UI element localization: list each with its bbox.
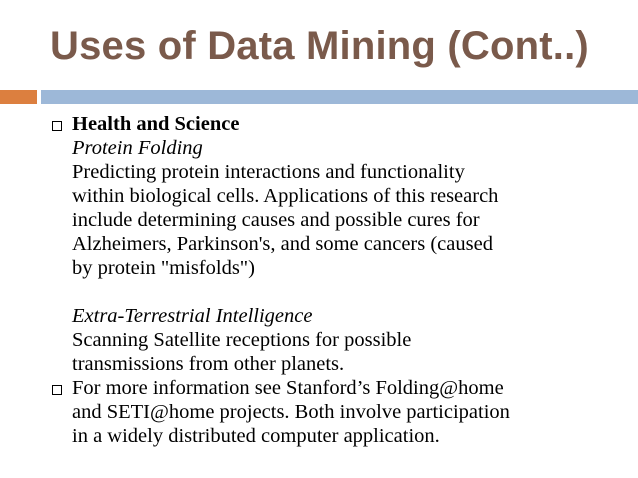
body-line: and SETI@home projects. Both involve participation bbox=[72, 401, 510, 423]
body-line: transmissions from other planets. bbox=[72, 353, 345, 375]
body-line: Alzheimers, Parkinson's, and some cancers (caused bbox=[72, 233, 493, 255]
title-underline-bar bbox=[41, 90, 638, 104]
bullet-item-health-science bbox=[48, 112, 628, 376]
bullet-heading: Health and Science bbox=[72, 113, 240, 135]
slide-title: Uses of Data Mining (Cont..) bbox=[50, 24, 589, 68]
square-bullet-icon bbox=[52, 385, 62, 395]
bullet-list bbox=[48, 112, 628, 448]
paragraph-spacer bbox=[72, 280, 628, 304]
body-line: in a widely distributed computer application. bbox=[72, 425, 440, 447]
body-line: Scanning Satellite receptions for possible bbox=[72, 329, 412, 351]
accent-bar bbox=[0, 90, 37, 104]
square-bullet-icon bbox=[52, 121, 62, 131]
body-line: Predicting protein interactions and functionality bbox=[72, 161, 465, 183]
body-line: within biological cells. Applications of this research bbox=[72, 185, 499, 207]
body-line: include determining causes and possible cures for bbox=[72, 209, 480, 231]
section-subtitle-seti: Extra-Terrestrial Intelligence bbox=[72, 305, 313, 327]
section-subtitle-protein-folding: Protein Folding bbox=[72, 137, 203, 159]
body-line: For more information see Stanford’s Folding@home bbox=[72, 377, 504, 399]
body-line: by protein "misfolds") bbox=[72, 257, 255, 279]
bullet-item-more-info bbox=[48, 376, 628, 448]
